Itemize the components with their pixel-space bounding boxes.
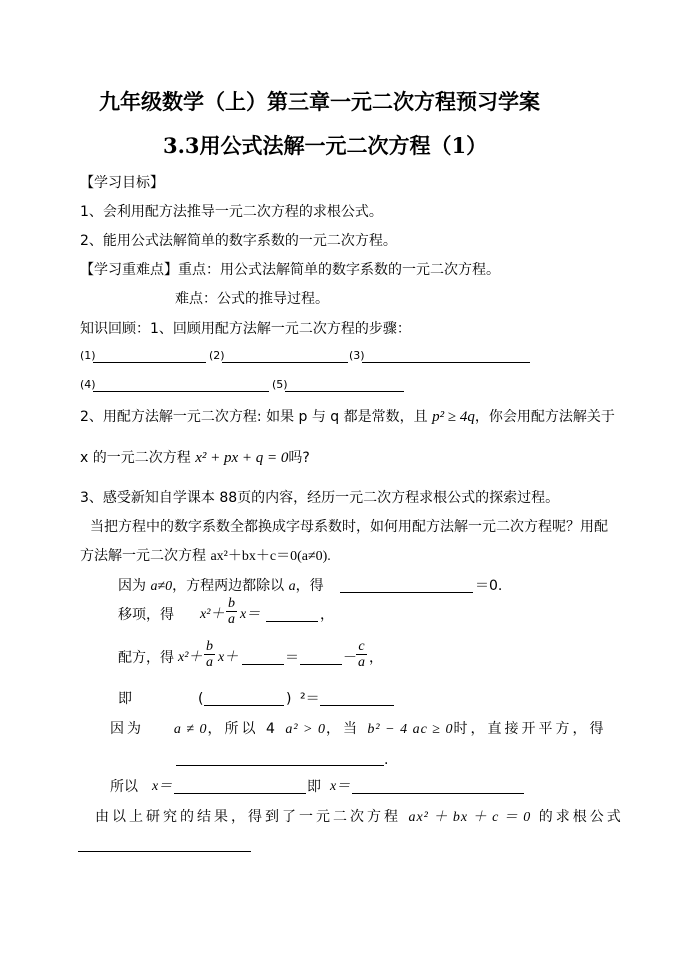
q3-para-2 xyxy=(80,547,331,566)
q3-intro: 3、感受新知自学课本 88页的内容，经历一元二次方程求根公式的探索过程。 xyxy=(80,490,560,506)
keypoint-key: 重点：用公式法解简单的数字系数的一元二次方程。 xyxy=(178,262,500,278)
q3-step-3-x2: x²＋ xyxy=(178,650,203,665)
q3-step-5-b: ，所以 4 xyxy=(207,721,278,737)
q3-step-5-cond: a ≠ 0 xyxy=(173,722,208,737)
q3-step-1-cond: a≠0 xyxy=(150,579,173,594)
q3-conclusion-b: 的求根公式 xyxy=(538,809,624,825)
q3-step-3-blank-2[interactable] xyxy=(300,664,342,665)
page-title: 九年级数学（上）第三章一元二次方程预习学案 xyxy=(99,89,540,114)
q3-para-2-text: 方法解一元二次方程 xyxy=(80,548,206,564)
q2-equation: x² + px + q = 0 xyxy=(195,450,289,466)
q3-step-3-blank-1[interactable] xyxy=(242,664,284,665)
q2-line-1 xyxy=(80,408,615,426)
q2-text-a: 2、用配方法解一元二次方程: 如果 p 与 q 都是常数，且 xyxy=(80,409,428,425)
objectives-heading: 【学习目标】 xyxy=(80,175,164,191)
q3-step-3-frac-den: a xyxy=(206,655,213,670)
q3-step-4-sq: ²＝ xyxy=(300,691,320,707)
q3-step-2-x2: x²＋ xyxy=(200,607,225,622)
review-step-5-blank[interactable] xyxy=(285,391,404,392)
q3-step-7-label: 所以 xyxy=(110,779,138,795)
q3-step-7-x2: x＝ xyxy=(330,779,351,794)
review-step-2-blank[interactable] xyxy=(222,362,348,363)
q2-text-d: 吗? xyxy=(288,450,310,466)
keypoint-difficulty: 难点：公式的推导过程。 xyxy=(175,291,329,307)
q3-step-2-end: ， xyxy=(320,607,334,623)
q3-step-4-label: 即 xyxy=(118,691,132,707)
q3-step-3-fraction-2 xyxy=(356,639,367,670)
keypoints-line xyxy=(80,261,500,279)
q3-step-5-d: ，当 xyxy=(325,721,360,737)
review-step-3-label: (3) xyxy=(349,349,365,362)
review-step-1-blank[interactable] xyxy=(93,362,206,363)
q3-para-1: 当把方程中的数字系数全都换成字母系数时，如何用配方法解一元二次方程呢？用配 xyxy=(90,519,608,535)
q3-step-7-blank-2[interactable] xyxy=(352,793,524,794)
q3-step-2-fraction xyxy=(226,596,237,627)
q3-general-equation: ax²＋bx＋c＝0(a≠0). xyxy=(210,549,331,564)
q3-step-5-c: a² > 0 xyxy=(285,722,326,737)
q3-step-5 xyxy=(110,720,606,739)
q2-line-2 xyxy=(80,449,310,467)
review-intro: 知识回顾：1、回顾用配方法解一元二次方程的步骤： xyxy=(80,321,411,337)
q3-step-3-frac-num: b xyxy=(206,639,213,654)
review-step-5-label: (5) xyxy=(272,378,288,391)
q3-conclusion-blank[interactable] xyxy=(78,851,251,852)
page-subtitle: 3.3用公式法解一元二次方程（1） xyxy=(163,133,488,158)
q3-step-2-frac-num: b xyxy=(228,596,235,611)
review-step-2-label: (2) xyxy=(209,349,225,362)
q3-step-1 xyxy=(118,577,324,596)
q3-step-1-a: 因为 xyxy=(118,578,146,594)
q3-step-3-eq: ＝ xyxy=(285,650,299,666)
objective-item-2: 2、能用公式法解简单的数字系数的一元二次方程。 xyxy=(80,233,397,249)
q3-step-2-blank[interactable] xyxy=(266,621,318,622)
review-step-4-blank[interactable] xyxy=(93,391,269,392)
q3-step-7-blank-1[interactable] xyxy=(174,793,306,794)
review-step-3-blank[interactable] xyxy=(362,362,530,363)
q3-step-3-x: x＋ xyxy=(218,650,239,665)
q3-step-5-a: 因为 xyxy=(110,721,144,737)
q3-step-4-paren-open: ( xyxy=(198,691,204,707)
q3-step-1-end: ＝0. xyxy=(475,578,503,594)
q2-text-b: ，你会用配方法解关于 xyxy=(474,409,615,425)
q3-step-5-e: b² − 4 ac ≥ 0 xyxy=(367,722,454,737)
q3-step-4-blank-2[interactable] xyxy=(320,705,394,706)
q3-step-3-frac2-num: c xyxy=(356,639,367,655)
q3-step-1-var: a xyxy=(288,579,296,594)
q3-step-6-blank[interactable] xyxy=(176,765,384,766)
review-step-1-label: (1) xyxy=(80,349,96,362)
q2-text-c: x 的一元二次方程 xyxy=(80,450,191,466)
q3-step-2-x: x＝ xyxy=(240,607,261,622)
q3-step-1-blank[interactable] xyxy=(340,592,473,593)
q3-step-6-end: . xyxy=(384,752,389,768)
q3-conclusion-eq: ax² ＋ bx ＋ c ＝ 0 xyxy=(408,810,532,825)
q3-step-3-fraction xyxy=(204,639,215,670)
q3-step-2-frac-den: a xyxy=(228,612,235,627)
q3-step-4-blank-1[interactable] xyxy=(204,705,284,706)
q3-conclusion xyxy=(95,808,624,827)
objective-item-1: 1、会利用配方法推导一元二次方程的求根公式。 xyxy=(80,204,383,220)
q3-step-1-c: ，得 xyxy=(295,578,324,594)
q2-condition: p² ≥ 4q xyxy=(432,409,475,425)
q3-step-3-minus: － xyxy=(343,650,357,666)
q3-conclusion-a: 由以上研究的结果，得到了一元二次方程 xyxy=(95,809,401,825)
q3-step-3-frac2-den: a xyxy=(358,655,365,670)
q3-step-1-b: ，方程两边都除以 xyxy=(172,578,285,594)
q3-step-5-f: 时，直接开平方，得 xyxy=(453,721,607,737)
q3-step-2-label: 移项，得 xyxy=(118,607,174,623)
q3-step-3-end: ， xyxy=(369,650,383,666)
keypoints-heading: 【学习重难点】 xyxy=(80,262,178,278)
review-step-4-label: (4) xyxy=(80,378,96,391)
q3-step-3-label: 配方，得 xyxy=(118,650,174,666)
q3-step-7-x: x＝ xyxy=(152,779,173,794)
q3-step-7-ji: 即 xyxy=(307,779,321,795)
q3-step-4-paren-close: ) xyxy=(286,691,292,707)
